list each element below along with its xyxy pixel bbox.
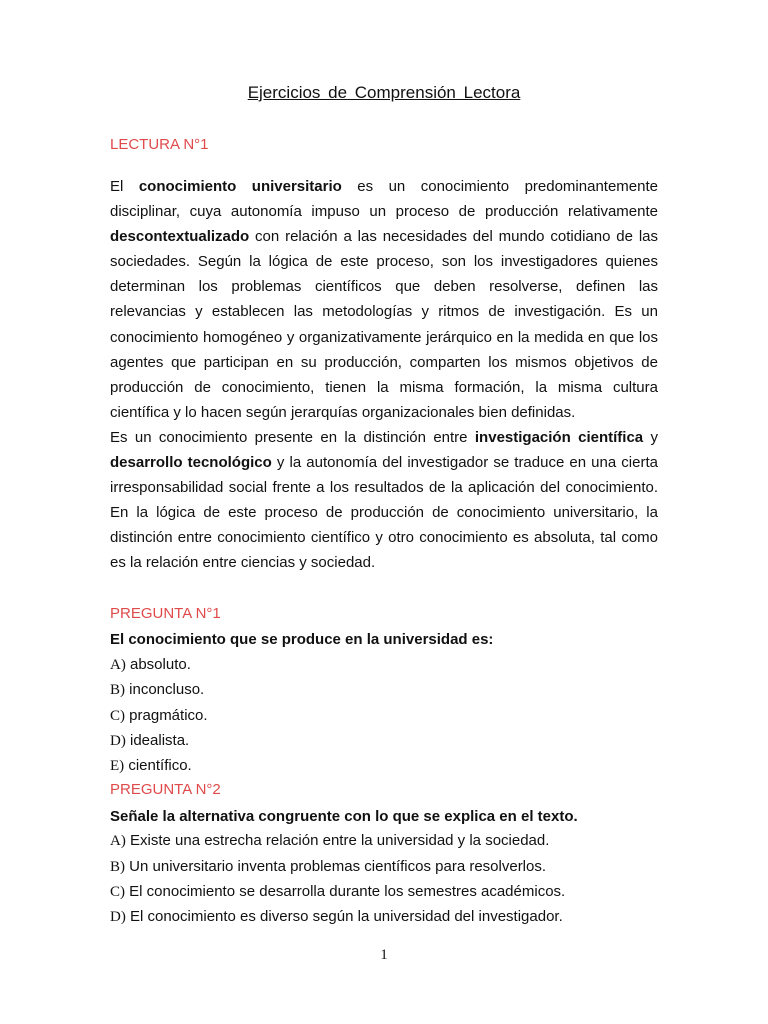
option-letter: C) [110, 708, 125, 724]
pregunta-2-question: Señale la alternativa congruente con lo que se explica en el texto. [110, 808, 578, 825]
option-text: absoluto. [125, 656, 191, 673]
lectura-heading: LECTURA N°1 [110, 136, 209, 153]
option-text: El conocimiento es diverso según la universidad del investigador. [125, 908, 563, 925]
pregunta-1-option-c[interactable] [110, 703, 208, 729]
bold-term: descontextualizado [110, 228, 250, 246]
option-letter: E) [110, 758, 125, 774]
option-letter: D) [110, 733, 126, 749]
option-text: idealista. [125, 732, 190, 749]
text-run: y la autonomía del investigador se traduce en una cierta irresponsabilidad social frente a los resultados de la aplicación del conocimiento. En la lógica de este proceso de producción de conocimiento universitario, la distinción entre conocimiento científico y otro conocimiento es absoluta, tal como es la relación entre ciencias y sociedad. [110, 454, 658, 572]
page-number: 1 [380, 947, 388, 963]
option-letter: C) [110, 884, 125, 900]
option-letter: D) [110, 909, 126, 925]
text-run: Es un conocimiento presente en la distinción entre [110, 429, 475, 446]
lectura-paragraph-1 [110, 174, 658, 425]
document-title: Ejercicios de Comprensión Lectora [247, 83, 521, 102]
option-text: El conocimiento se desarrolla durante los semestres académicos. [125, 883, 566, 900]
text-run: es un conocimiento predominantemente disciplinar, cuya autonomía impuso un proceso de producción relativamente [110, 178, 658, 221]
option-text: pragmático. [125, 707, 208, 724]
pregunta-2-option-a[interactable] [110, 828, 549, 854]
pregunta-1-option-b[interactable] [110, 677, 204, 703]
pregunta-1-heading: PREGUNTA N°1 [110, 605, 221, 622]
option-text: Un universitario inventa problemas científicos para resolverlos. [125, 858, 547, 875]
pregunta-1-option-a[interactable] [110, 652, 191, 678]
option-text: científico. [124, 757, 192, 774]
text-run: y [643, 429, 658, 446]
option-letter: B) [110, 682, 125, 698]
pregunta-1-option-e[interactable] [110, 753, 192, 779]
option-letter: A) [110, 833, 126, 849]
option-text: inconcluso. [125, 681, 205, 698]
option-text: Existe una estrecha relación entre la universidad y la sociedad. [125, 832, 550, 849]
lectura-paragraph-2 [110, 425, 658, 576]
pregunta-1-option-d[interactable] [110, 728, 189, 754]
bold-term: conocimiento universitario [138, 178, 342, 195]
text-run: El [110, 178, 139, 195]
pregunta-2-heading: PREGUNTA N°2 [110, 781, 221, 798]
pregunta-2-option-d[interactable] [110, 904, 563, 930]
pregunta-2-option-b[interactable] [110, 854, 546, 880]
pregunta-1-question: El conocimiento que se produce en la universidad es: [110, 631, 494, 648]
bold-term: desarrollo tecnológico [110, 454, 272, 472]
option-letter: B) [110, 859, 125, 875]
pregunta-2-option-c[interactable] [110, 879, 565, 905]
bold-term: investigación científica [474, 429, 644, 446]
text-run: con relación a las necesidades del mundo cotidiano de las sociedades. Según la lógica de este proceso, son los investigadores quienes determinan los problemas científicos que deben resolverse, definen las relevancias y establecen las metodologías y ritmos de investigación. Es un conocimiento homogéneo y organizativamente jerárquico en la medida en que los agentes que participan en su producción, comparten los mismos objetivos de producción de conocimiento, tienen la misma formación, la misma cultura científica y lo hacen según jerarquías organizacionales bien definidas. [110, 228, 658, 421]
option-letter: A) [110, 657, 126, 673]
